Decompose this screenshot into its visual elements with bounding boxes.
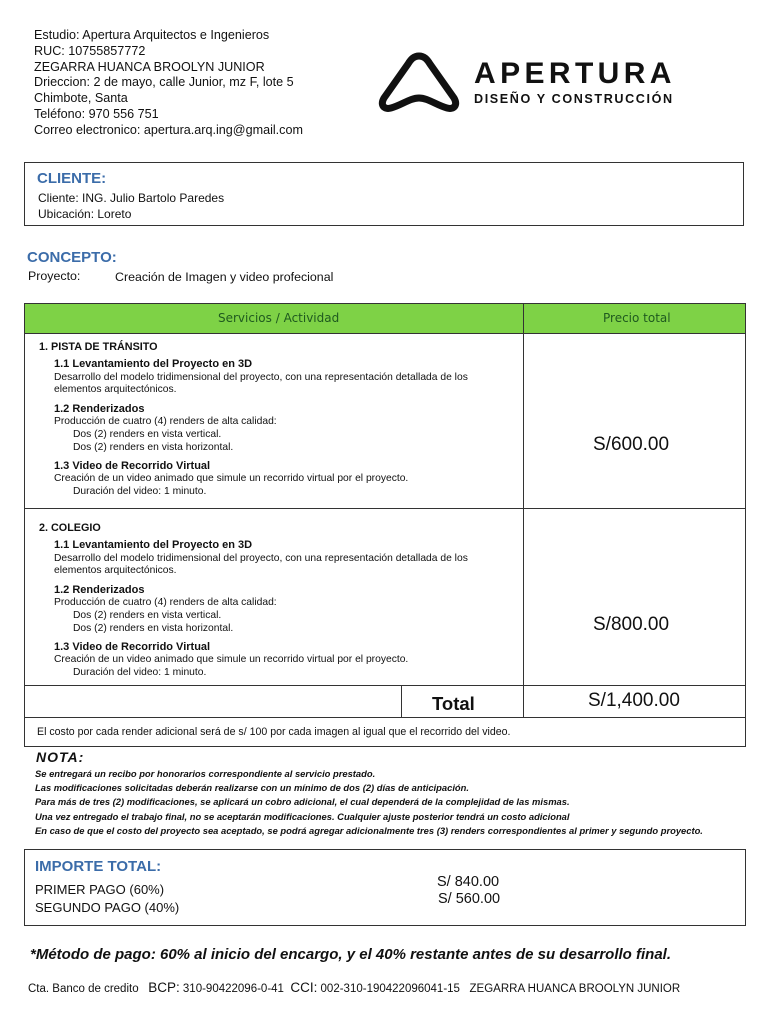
company-line: Chimbote, Santa — [34, 91, 128, 106]
nota-list — [35, 767, 703, 838]
apertura-logo-icon — [374, 50, 464, 114]
column-divider — [523, 304, 524, 717]
header-services: Servicios / Actividad — [218, 311, 340, 325]
item-subtext: Duración del video: 1 minuto. — [73, 486, 207, 497]
item-heading: 1.2 Renderizados — [54, 403, 145, 415]
proyecto-value: Creación de Imagen y video profecional — [115, 270, 334, 284]
brand — [474, 58, 676, 106]
bank-label: Cta. Banco de credito — [28, 983, 139, 995]
nota-item: Las modificaciones solicitadas deberán realizarse con un mínimo de dos (2) días de anticipación. — [35, 782, 469, 794]
header-price: Precio total — [603, 311, 671, 325]
company-line: Estudio: Apertura Arquitectos e Ingenieros — [34, 28, 270, 42]
client-box — [24, 162, 744, 226]
item-text: Creación de un video animado que simule un recorrido virtual por el proyecto. — [54, 654, 409, 665]
total-label: Total — [432, 693, 475, 714]
company-line: Teléfono: 970 556 751 — [34, 106, 159, 121]
item-heading: 1.2 Renderizados — [54, 584, 145, 596]
proyecto-label: Proyecto: — [28, 269, 81, 283]
item-subtext: Dos (2) renders en vista vertical. — [73, 429, 222, 440]
item-heading: 1.1 Levantamiento del Proyecto en 3D — [54, 539, 253, 551]
payment-method: *Método de pago: 60% al inicio del encargo, y el 40% restante antes de su desarrollo final. — [30, 946, 672, 963]
nota-item: En caso de que el costo del proyecto sea aceptado, se podrá agregar adicionalmente tres (3) renders correspondientes al primer y segundo proyecto. — [35, 824, 703, 836]
item-text: Creación de un video animado que simule un recorrido virtual por el proyecto. — [54, 473, 409, 484]
company-info — [34, 28, 303, 139]
services-table — [24, 303, 746, 718]
cci-label: CCI: — [290, 980, 318, 995]
total-divider — [401, 685, 402, 717]
primer-pago-amount: S/ 840.00 — [437, 874, 500, 890]
item-text: Desarrollo del modelo tridimensional del proyecto, con una representación detallada de los — [54, 553, 468, 564]
bcp-label: BCP: — [148, 980, 180, 995]
bcp-value: 310-90422096-0-41 — [182, 983, 284, 995]
item-text: elementos arquitectónicos. — [54, 384, 177, 395]
item-text: Desarrollo del modelo tridimensional del proyecto, con una representación detallada de los — [54, 372, 468, 383]
total-price: S/1,400.00 — [588, 690, 680, 711]
company-line: RUC: 10755857772 — [34, 43, 146, 58]
nota-item: Una vez entregado el trabajo final, no se aceptarán modificaciones. Cualquier ajuste posterior tendrá un costo adicional — [35, 810, 570, 822]
company-line: ZEGARRA HUANCA BROOLYN JUNIOR — [34, 59, 265, 74]
company-line: Correo electronico: apertura.arq.ing@gmail.com — [34, 122, 303, 137]
item-subtext: Dos (2) renders en vista horizontal. — [73, 623, 234, 634]
segundo-pago-amount: S/ 560.00 — [438, 891, 501, 907]
importe-box — [24, 849, 746, 926]
additional-cost-note — [24, 717, 746, 747]
brand-name: APERTURA — [474, 57, 676, 90]
item-text: Producción de cuatro (4) renders de alta calidad: — [54, 597, 277, 608]
item-text: elementos arquitectónicos. — [54, 565, 177, 576]
nota-title: NOTA: — [36, 749, 85, 765]
service-price: S/800.00 — [593, 614, 670, 635]
client-location: Ubicación: Loreto — [38, 207, 132, 221]
item-text: Producción de cuatro (4) renders de alta calidad: — [54, 416, 277, 427]
service-price: S/600.00 — [593, 434, 670, 455]
service-row — [25, 304, 523, 508]
item-heading: 1.3 Video de Recorrido Virtual — [54, 460, 211, 472]
concepto-title: CONCEPTO: — [27, 249, 117, 266]
company-line: Drieccion: 2 de mayo, calle Junior, mz F, lote 5 — [34, 75, 294, 90]
item-heading: 1.1 Levantamiento del Proyecto en 3D — [54, 358, 253, 370]
service-title: 2. COLEGIO — [39, 522, 101, 534]
cci-value: 002-310-190422096041-15 — [320, 983, 460, 995]
service-title: 1. PISTA DE TRÁNSITO — [39, 341, 158, 353]
item-heading: 1.3 Video de Recorrido Virtual — [54, 641, 211, 653]
additional-cost-text: El costo por cada render adicional será de s/ 100 por cada imagen al igual que el recorrido del video. — [37, 726, 511, 738]
nota-item: Para más de tres (2) modificaciones, se aplicará un cobro adicional, el cual dependerá de la complejidad de las mismas. — [35, 796, 570, 808]
importe-title: IMPORTE TOTAL: — [35, 858, 162, 875]
brand-tagline: DISEÑO Y CONSTRUCCIÓN — [474, 92, 674, 106]
client-name: Cliente: ING. Julio Bartolo Paredes — [38, 191, 225, 205]
nota-item: Se entregará un recibo por honorarios correspondiente al servicio prestado. — [35, 768, 376, 779]
primer-pago-label: PRIMER PAGO (60%) — [35, 882, 165, 897]
segundo-pago-label: SEGUNDO PAGO (40%) — [35, 900, 180, 915]
item-subtext: Duración del video: 1 minuto. — [73, 667, 207, 678]
item-subtext: Dos (2) renders en vista horizontal. — [73, 442, 234, 453]
bank-info — [28, 980, 680, 995]
client-title: CLIENTE: — [37, 170, 107, 187]
row-divider — [25, 685, 745, 686]
service-row — [25, 509, 523, 685]
item-subtext: Dos (2) renders en vista vertical. — [73, 610, 222, 621]
account-holder: ZEGARRA HUANCA BROOLYN JUNIOR — [469, 983, 681, 995]
